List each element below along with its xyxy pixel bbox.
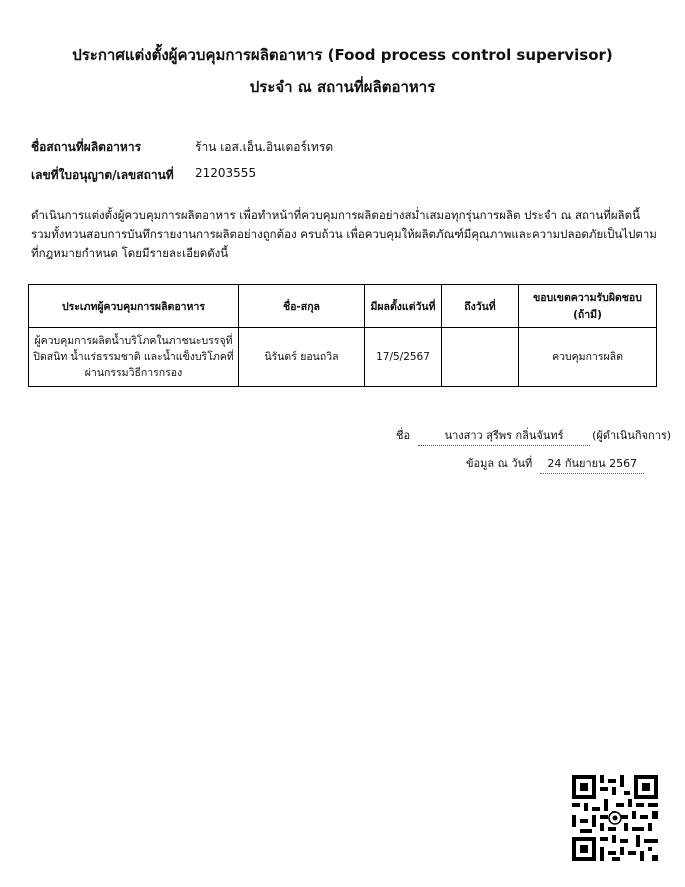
qr-code-icon — [572, 775, 658, 861]
page-title: ประกาศแต่งตั้งผู้ควบคุมการผลิตอาหาร (Food process control supervisor) — [72, 46, 613, 64]
signature-date-row — [466, 454, 644, 474]
place-value: ร้าน เอส.เอ็น.อินเตอร์เทรด — [195, 140, 334, 154]
cell-start-date: 17/5/2567 — [365, 328, 442, 387]
page-subtitle: ประจำ ณ สถานที่ผลิตอาหาร — [249, 78, 436, 96]
license-label: เลขที่ใบอนุญาต/เลขสถานที่ — [31, 168, 174, 182]
cell-type: ผู้ควบคุมการผลิตน้ำบริโภคในภาชนะบรรจุที่ปิดสนิท น้ำแร่ธรรมชาติ และน้ำแข็งบริโภคที่ผ่านกรรมวิธีการกรอง — [29, 328, 239, 387]
license-value: 21203555 — [195, 166, 257, 180]
signature-role: (ผู้ดำเนินกิจการ) — [592, 429, 672, 442]
signature-name-value: นางสาว สุรีพร กลิ่นจันทร์ — [418, 426, 590, 446]
place-label: ชื่อสถานที่ผลิตอาหาร — [31, 140, 142, 154]
header-end-date: ถึงวันที่ — [442, 285, 519, 328]
appointment-paragraph: ดำเนินการแต่งตั้งผู้ควบคุมการผลิตอาหาร เพื่อทำหน้าที่ควบคุมการผลิตอย่างสม่ำเสมอทุกรุ่นการผลิต ประจำ ณ สถานที่ผลิตนี้ รวมทั้งทวนสอบการบันทึกรายงานการผลิตอย่างถูกต้อง ครบถ้วน เพื่อควบคุมให้ผลิตภัณฑ์มีคุณภาพและความปลอดภัยเป็นไปตามที่กฎหมายกำหนด โดยมีรายละเอียดดังนี้ — [31, 208, 657, 260]
header-scope: ขอบเขตความรับผิดชอบ (ถ้ามี) — [519, 285, 657, 328]
header-start-date: มีผลตั้งแต่วันที่ — [365, 285, 442, 328]
signature-date-value: 24 กันยายน 2567 — [540, 454, 644, 474]
cell-scope: ควบคุมการผลิต — [519, 328, 657, 387]
header-type: ประเภทผู้ควบคุมการผลิตอาหาร — [29, 285, 239, 328]
table-header-row — [29, 285, 657, 328]
cell-end-date — [442, 328, 519, 387]
signature-name-label: ชื่อ — [396, 429, 411, 442]
signature-date-label: ข้อมูล ณ วันที่ — [466, 457, 533, 470]
signature-name-row — [396, 426, 671, 446]
table-row — [29, 328, 657, 387]
supervisor-table — [28, 284, 657, 387]
header-name: ชื่อ-สกุล — [239, 285, 365, 328]
cell-name: นิรันดร์ ยอนถวิล — [239, 328, 365, 387]
